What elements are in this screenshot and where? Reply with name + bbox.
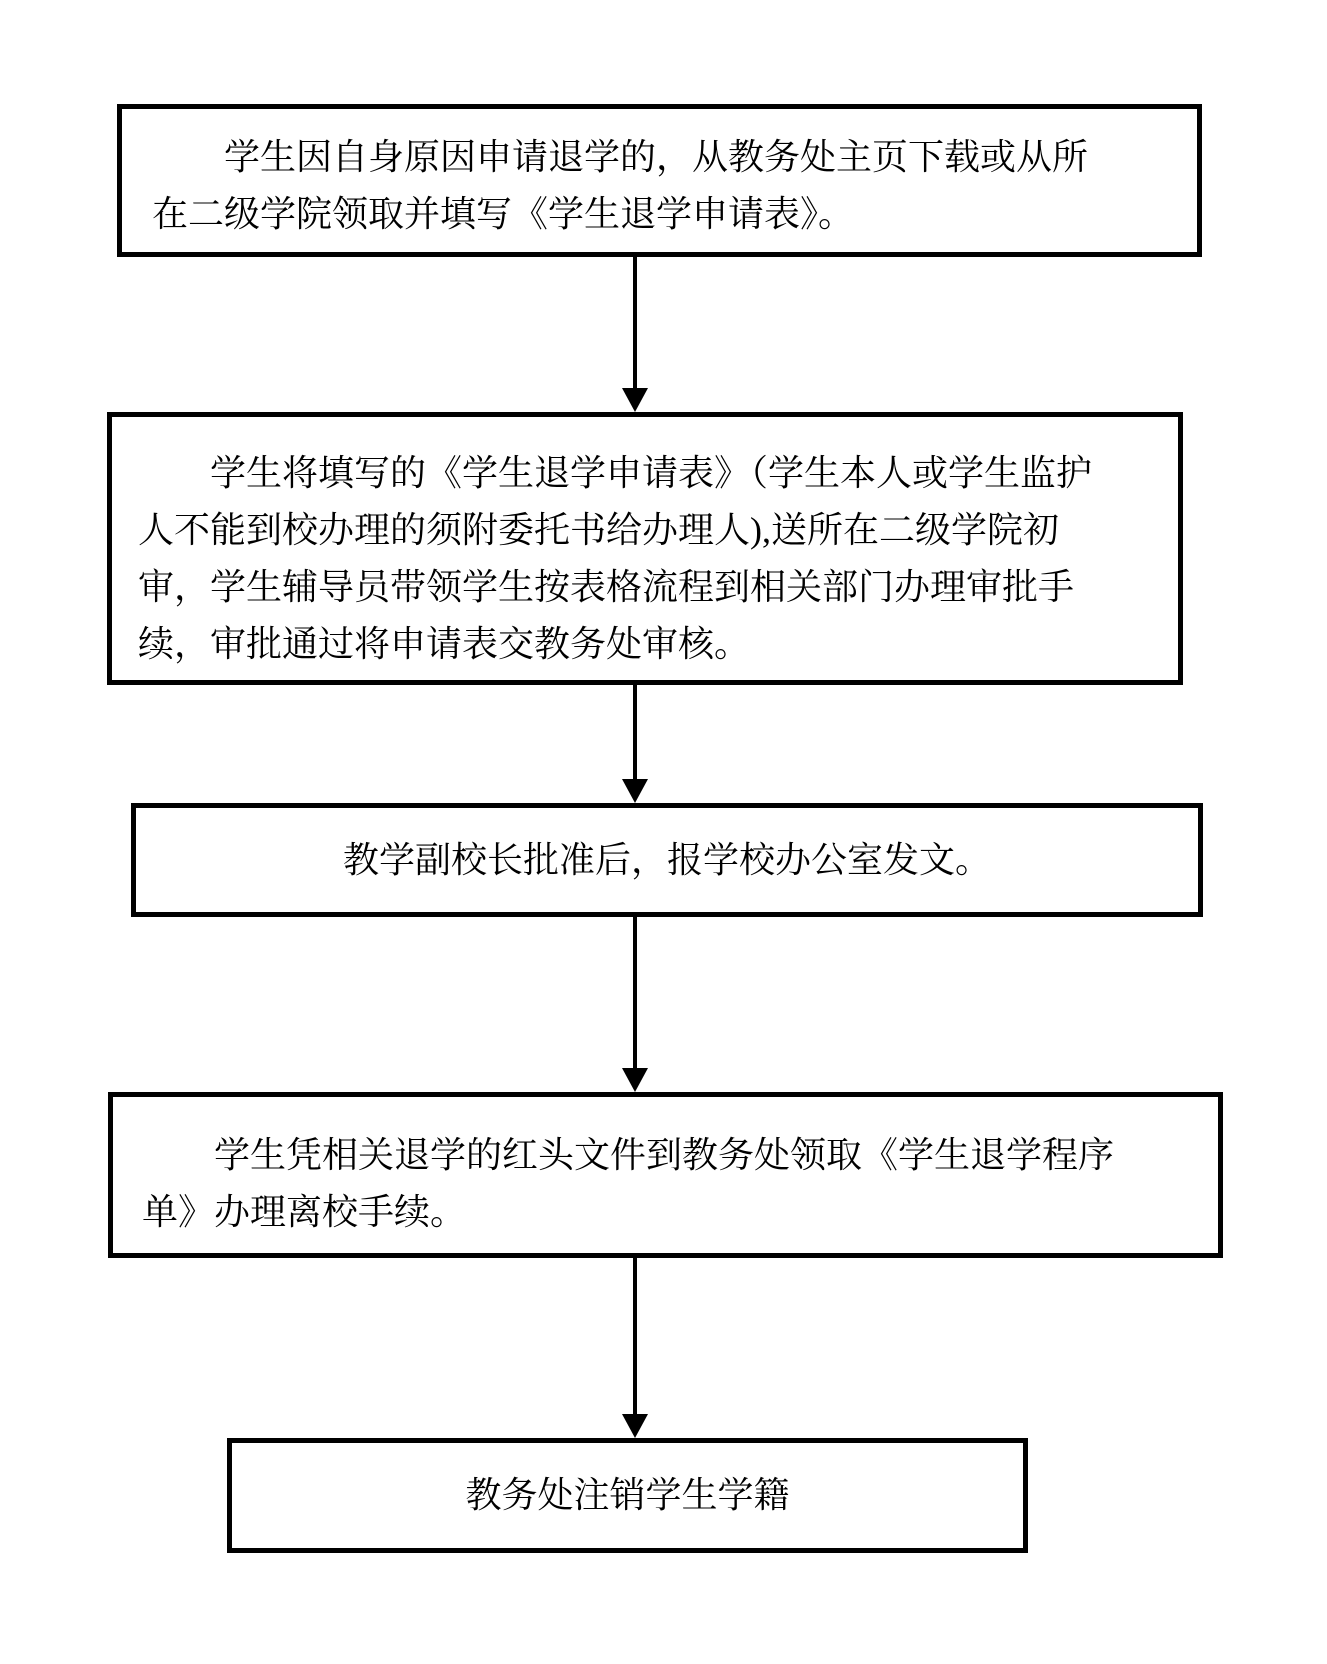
flow-arrow-1 (622, 257, 648, 412)
process-box-step-3 (131, 803, 1203, 917)
arrowhead-down-icon (622, 388, 648, 412)
arrowhead-down-icon (622, 1414, 648, 1438)
arrow-line (633, 685, 637, 779)
step-1-text-line-1: 学生因自身原因申请退学的，从教务处主页下载或从所 (224, 137, 1089, 177)
arrow-line (633, 1258, 637, 1414)
process-box-step-1 (117, 104, 1202, 257)
step-5-text-line-1: 教务处注销学生学籍 (465, 1475, 790, 1515)
step-4-text-line-2: 单》办理离校手续。 (142, 1192, 467, 1232)
step-4-text-line-1: 学生凭相关退学的红头文件到教务处领取《学生退学程序 (214, 1135, 1115, 1175)
process-box-step-2 (107, 412, 1183, 685)
process-box-step-5 (227, 1438, 1028, 1553)
flow-arrow-3 (622, 917, 648, 1092)
flow-arrow-2 (622, 685, 648, 803)
arrowhead-down-icon (622, 779, 648, 803)
step-3-text-line-1: 教学副校长批准后，报学校办公室发文。 (342, 839, 991, 880)
arrow-line (633, 917, 637, 1068)
step-2-text-line-2: 人不能到校办理的须附委托书给办理人),送所在二级学院初 (138, 510, 1059, 550)
step-2-text-line-3: 审，学生辅导员带领学生按表格流程到相关部门办理审批手 (138, 567, 1075, 607)
flow-arrow-4 (622, 1258, 648, 1438)
step-2-text-line-4: 续，审批通过将申请表交教务处审核。 (138, 624, 751, 664)
arrowhead-down-icon (622, 1068, 648, 1092)
step-2-text-line-1: 学生将填写的《学生退学申请表》（学生本人或学生监护 (210, 453, 1093, 493)
arrow-line (633, 257, 637, 388)
step-1-text-line-2: 在二级学院领取并填写《学生退学申请表》。 (152, 194, 855, 234)
process-box-step-4 (108, 1092, 1223, 1258)
